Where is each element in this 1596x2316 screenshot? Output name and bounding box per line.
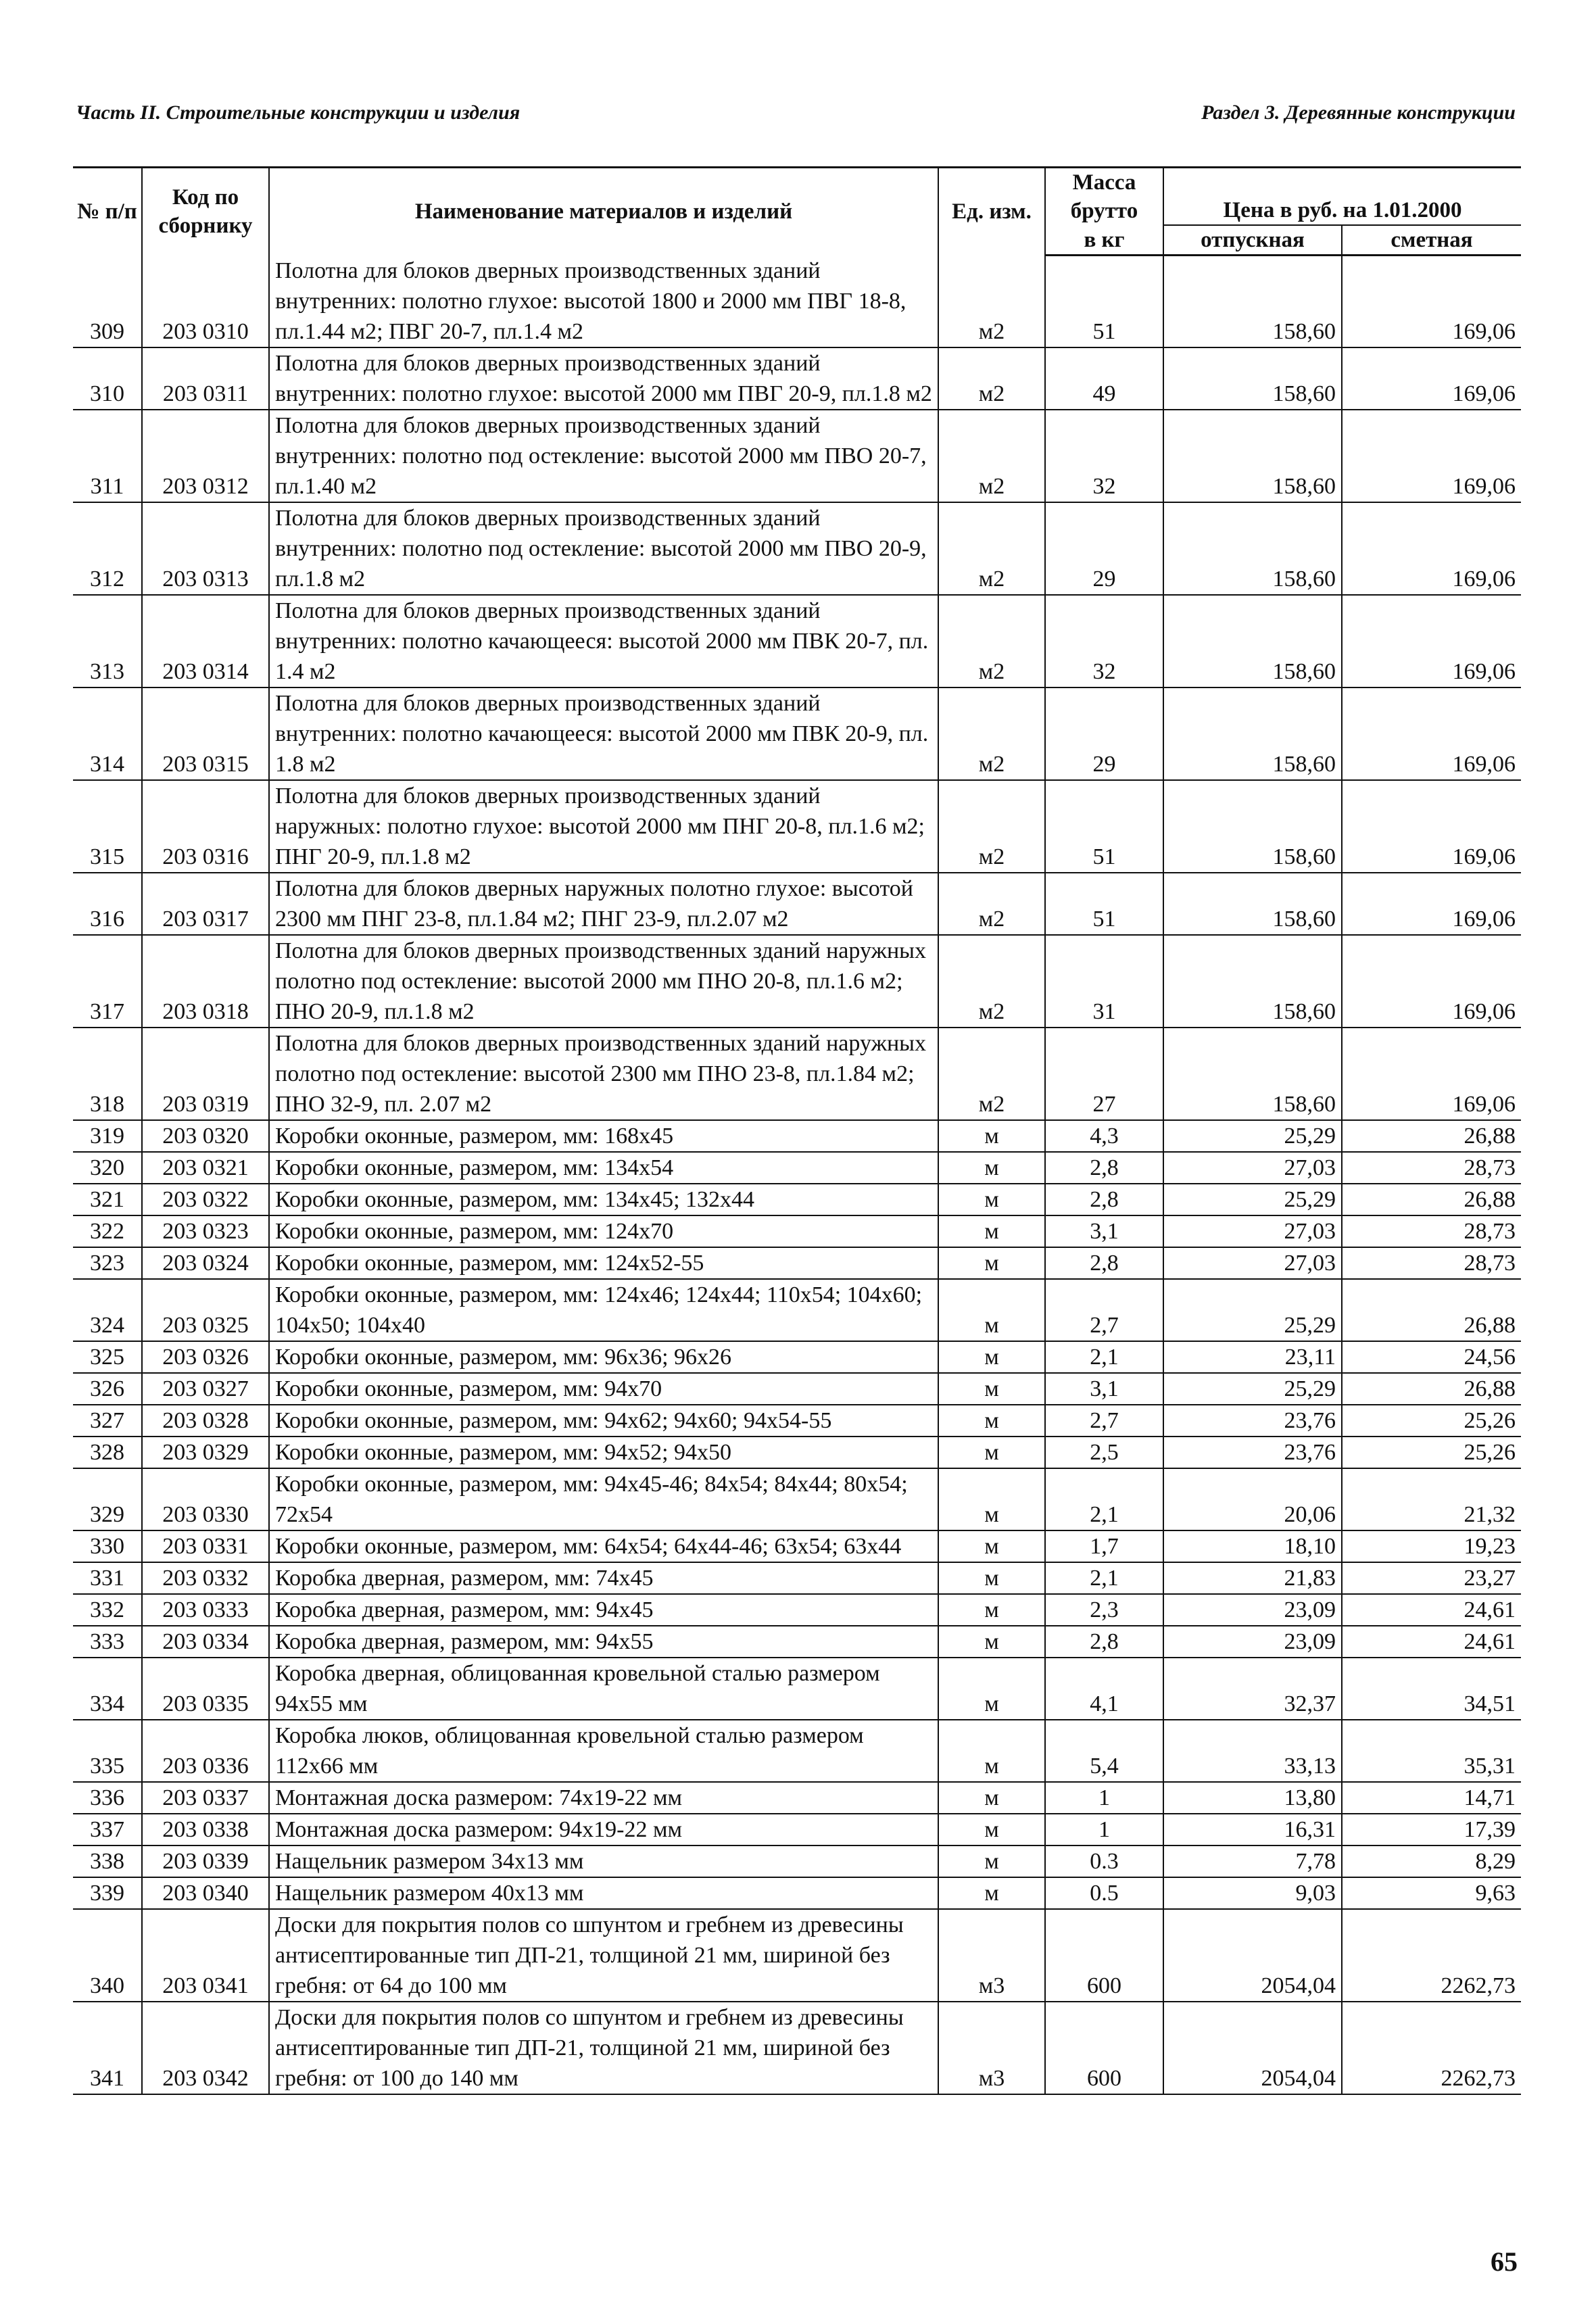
cell-price-estimate: 9,63 <box>1342 1877 1521 1909</box>
cell-price-estimate: 169,06 <box>1342 687 1521 780</box>
cell-name: Полотна для блоков дверных производственных зданий наружных полотно под остекление: высотой 2300 мм ПНО 23-8, пл.1.84 м2; ПНО 32-9, пл. 2.07 м2 <box>269 1028 938 1120</box>
cell-mass: 31 <box>1045 935 1163 1028</box>
cell-num: 311 <box>73 410 142 502</box>
cell-num: 320 <box>73 1152 142 1184</box>
cell-mass: 51 <box>1045 780 1163 873</box>
page-number: 65 <box>1491 2246 1518 2277</box>
cell-mass: 2,1 <box>1045 1341 1163 1373</box>
cell-num: 325 <box>73 1341 142 1373</box>
header-price-release: отпускная <box>1163 225 1342 256</box>
table-row <box>73 1279 1521 1341</box>
cell-name: Доски для покрытия полов со шпунтом и гребнем из древесины антисептированные тип ДП-21, толщиной 21 мм, шириной без гребня: от 100 до 140 мм <box>269 2002 938 2094</box>
cell-name: Полотна для блоков дверных наружных полотно глухое: высотой 2300 мм ПНГ 23-8, пл.1.84 м2; ПНГ 23-9, пл.2.07 м2 <box>269 873 938 935</box>
cell-price-release: 25,29 <box>1163 1279 1342 1341</box>
cell-unit: м2 <box>938 347 1045 410</box>
cell-code: 203 0321 <box>142 1152 269 1184</box>
cell-code: 203 0322 <box>142 1184 269 1215</box>
header-price-estimate: сметная <box>1342 225 1521 256</box>
cell-price-release: 158,60 <box>1163 502 1342 595</box>
table-row <box>73 1341 1521 1373</box>
cell-price-estimate: 169,06 <box>1342 935 1521 1028</box>
cell-unit: м <box>938 1373 1045 1405</box>
table-row <box>73 1152 1521 1184</box>
cell-code: 203 0335 <box>142 1658 269 1720</box>
header-mass-2: брутто <box>1045 197 1163 225</box>
cell-name: Коробки оконные, размером, мм: 124х70 <box>269 1215 938 1247</box>
cell-mass: 29 <box>1045 502 1163 595</box>
cell-mass: 1,7 <box>1045 1530 1163 1562</box>
cell-code: 203 0327 <box>142 1373 269 1405</box>
cell-num: 326 <box>73 1373 142 1405</box>
cell-name: Полотна для блоков дверных производственных зданий внутренних: полотно под остекление: высотой 2000 мм ПВО 20-7, пл.1.40 м2 <box>269 410 938 502</box>
cell-code: 203 0325 <box>142 1279 269 1341</box>
table-row <box>73 347 1521 410</box>
table-row <box>73 1215 1521 1247</box>
cell-price-release: 23,09 <box>1163 1594 1342 1626</box>
cell-price-release: 32,37 <box>1163 1658 1342 1720</box>
table-row <box>73 410 1521 502</box>
cell-num: 330 <box>73 1530 142 1562</box>
table-row <box>73 1120 1521 1152</box>
cell-mass: 51 <box>1045 256 1163 347</box>
cell-price-release: 23,09 <box>1163 1626 1342 1658</box>
cell-price-release: 158,60 <box>1163 595 1342 687</box>
table-row <box>73 1562 1521 1594</box>
table-row <box>73 502 1521 595</box>
cell-mass: 51 <box>1045 873 1163 935</box>
cell-price-estimate: 169,06 <box>1342 347 1521 410</box>
table-row <box>73 780 1521 873</box>
cell-name: Коробки оконные, размером, мм: 168х45 <box>269 1120 938 1152</box>
cell-num: 334 <box>73 1658 142 1720</box>
cell-num: 310 <box>73 347 142 410</box>
header-mass-3: в кг <box>1045 225 1163 256</box>
cell-mass: 2,7 <box>1045 1405 1163 1437</box>
cell-name: Полотна для блоков дверных производственных зданий внутренних: полотно качающееся: высотой 2000 мм ПВК 20-9, пл. 1.8 м2 <box>269 687 938 780</box>
cell-code: 203 0337 <box>142 1782 269 1814</box>
cell-num: 314 <box>73 687 142 780</box>
cell-price-estimate: 17,39 <box>1342 1814 1521 1845</box>
cell-num: 328 <box>73 1437 142 1468</box>
cell-name: Полотна для блоков дверных производственных зданий внутренних: полотно качающееся: высотой 2000 мм ПВК 20-7, пл. 1.4 м2 <box>269 595 938 687</box>
cell-unit: м <box>938 1877 1045 1909</box>
cell-num: 319 <box>73 1120 142 1152</box>
cell-code: 203 0329 <box>142 1437 269 1468</box>
cell-price-release: 158,60 <box>1163 1028 1342 1120</box>
header-code: Код по сборнику <box>142 168 269 256</box>
cell-name: Коробки оконные, размером, мм: 134х54 <box>269 1152 938 1184</box>
cell-unit: м <box>938 1626 1045 1658</box>
cell-price-release: 2054,04 <box>1163 2002 1342 2094</box>
cell-unit: м2 <box>938 410 1045 502</box>
cell-price-estimate: 26,88 <box>1342 1279 1521 1341</box>
cell-name: Коробки оконные, размером, мм: 94х52; 94х50 <box>269 1437 938 1468</box>
cell-code: 203 0328 <box>142 1405 269 1437</box>
cell-name: Полотна для блоков дверных производственных зданий внутренних: полотно глухое: высотой 1800 и 2000 мм ПВГ 18-8, пл.1.44 м2; ПВГ 20-7, пл.1.4 м2 <box>269 256 938 347</box>
cell-num: 338 <box>73 1845 142 1877</box>
cell-price-release: 21,83 <box>1163 1562 1342 1594</box>
cell-price-release: 25,29 <box>1163 1373 1342 1405</box>
cell-price-estimate: 8,29 <box>1342 1845 1521 1877</box>
cell-num: 324 <box>73 1279 142 1341</box>
cell-price-release: 9,03 <box>1163 1877 1342 1909</box>
cell-price-estimate: 169,06 <box>1342 502 1521 595</box>
cell-num: 329 <box>73 1468 142 1530</box>
cell-name: Коробки оконные, размером, мм: 124х46; 124х44; 110х54; 104х60; 104х50; 104х40 <box>269 1279 938 1341</box>
cell-num: 317 <box>73 935 142 1028</box>
table-row <box>73 1782 1521 1814</box>
table-row <box>73 1877 1521 1909</box>
cell-code: 203 0333 <box>142 1594 269 1626</box>
cell-num: 322 <box>73 1215 142 1247</box>
cell-code: 203 0324 <box>142 1247 269 1279</box>
cell-price-estimate: 14,71 <box>1342 1782 1521 1814</box>
cell-num: 309 <box>73 256 142 347</box>
cell-unit: м <box>938 1184 1045 1215</box>
cell-name: Коробки оконные, размером, мм: 96х36; 96х26 <box>269 1341 938 1373</box>
cell-name: Коробки оконные, размером, мм: 94х62; 94х60; 94х54-55 <box>269 1405 938 1437</box>
cell-unit: м <box>938 1279 1045 1341</box>
cell-code: 203 0339 <box>142 1845 269 1877</box>
cell-price-estimate: 26,88 <box>1342 1184 1521 1215</box>
cell-code: 203 0313 <box>142 502 269 595</box>
cell-code: 203 0334 <box>142 1626 269 1658</box>
table-row <box>73 873 1521 935</box>
cell-code: 203 0341 <box>142 1909 269 2002</box>
cell-mass: 600 <box>1045 2002 1163 2094</box>
cell-price-release: 25,29 <box>1163 1184 1342 1215</box>
cell-num: 327 <box>73 1405 142 1437</box>
cell-unit: м <box>938 1152 1045 1184</box>
cell-mass: 32 <box>1045 410 1163 502</box>
cell-mass: 1 <box>1045 1782 1163 1814</box>
cell-name: Полотна для блоков дверных производственных зданий наружных полотно под остекление: высотой 2000 мм ПНО 20-8, пл.1.6 м2; ПНО 20-9, пл.1.8 м2 <box>269 935 938 1028</box>
cell-code: 203 0338 <box>142 1814 269 1845</box>
cell-price-estimate: 34,51 <box>1342 1658 1521 1720</box>
cell-name: Коробка дверная, размером, мм: 94х55 <box>269 1626 938 1658</box>
cell-price-estimate: 169,06 <box>1342 780 1521 873</box>
cell-code: 203 0332 <box>142 1562 269 1594</box>
cell-num: 321 <box>73 1184 142 1215</box>
price-table <box>73 166 1521 2095</box>
cell-code: 203 0342 <box>142 2002 269 2094</box>
cell-num: 335 <box>73 1720 142 1782</box>
table-row <box>73 1594 1521 1626</box>
cell-mass: 1 <box>1045 1814 1163 1845</box>
cell-mass: 49 <box>1045 347 1163 410</box>
table-row <box>73 1468 1521 1530</box>
cell-name: Коробки оконные, размером, мм: 94х70 <box>269 1373 938 1405</box>
cell-unit: м2 <box>938 873 1045 935</box>
cell-price-estimate: 169,06 <box>1342 1028 1521 1120</box>
cell-mass: 2,3 <box>1045 1594 1163 1626</box>
cell-num: 318 <box>73 1028 142 1120</box>
running-header <box>76 101 1516 142</box>
cell-unit: м <box>938 1405 1045 1437</box>
table-row <box>73 1247 1521 1279</box>
cell-price-release: 158,60 <box>1163 935 1342 1028</box>
cell-price-estimate: 25,26 <box>1342 1405 1521 1437</box>
cell-name: Коробка люков, облицованная кровельной сталью размером 112х66 мм <box>269 1720 938 1782</box>
cell-price-estimate: 2262,73 <box>1342 1909 1521 2002</box>
table-row <box>73 1405 1521 1437</box>
table-row <box>73 1373 1521 1405</box>
cell-unit: м <box>938 1782 1045 1814</box>
cell-name: Коробка дверная, размером, мм: 74х45 <box>269 1562 938 1594</box>
cell-num: 332 <box>73 1594 142 1626</box>
table-row <box>73 1720 1521 1782</box>
cell-price-release: 158,60 <box>1163 347 1342 410</box>
cell-price-estimate: 28,73 <box>1342 1152 1521 1184</box>
cell-unit: м <box>938 1530 1045 1562</box>
cell-mass: 2,1 <box>1045 1468 1163 1530</box>
cell-price-release: 27,03 <box>1163 1152 1342 1184</box>
cell-unit: м <box>938 1247 1045 1279</box>
cell-price-estimate: 169,06 <box>1342 595 1521 687</box>
table-row <box>73 1658 1521 1720</box>
cell-price-release: 23,11 <box>1163 1341 1342 1373</box>
cell-price-release: 7,78 <box>1163 1845 1342 1877</box>
header-section-title: Раздел 3. Деревянные конструкции <box>1201 101 1516 124</box>
cell-unit: м <box>938 1562 1045 1594</box>
cell-mass: 3,1 <box>1045 1215 1163 1247</box>
cell-price-estimate: 24,56 <box>1342 1341 1521 1373</box>
cell-unit: м2 <box>938 935 1045 1028</box>
cell-mass: 2,1 <box>1045 1562 1163 1594</box>
cell-price-estimate: 26,88 <box>1342 1120 1521 1152</box>
cell-unit: м <box>938 1658 1045 1720</box>
cell-price-estimate: 169,06 <box>1342 410 1521 502</box>
cell-code: 203 0311 <box>142 347 269 410</box>
cell-name: Коробки оконные, размером, мм: 124х52-55 <box>269 1247 938 1279</box>
cell-num: 336 <box>73 1782 142 1814</box>
cell-price-release: 158,60 <box>1163 256 1342 347</box>
cell-unit: м <box>938 1437 1045 1468</box>
cell-price-release: 13,80 <box>1163 1782 1342 1814</box>
cell-unit: м3 <box>938 2002 1045 2094</box>
cell-num: 331 <box>73 1562 142 1594</box>
cell-code: 203 0316 <box>142 780 269 873</box>
cell-name: Полотна для блоков дверных производственных зданий внутренних: полотно под остекление: высотой 2000 мм ПВО 20-9, пл.1.8 м2 <box>269 502 938 595</box>
cell-unit: м3 <box>938 1909 1045 2002</box>
cell-unit: м <box>938 1120 1045 1152</box>
table-row <box>73 1909 1521 2002</box>
cell-price-estimate: 169,06 <box>1342 256 1521 347</box>
cell-unit: м2 <box>938 687 1045 780</box>
cell-price-estimate: 26,88 <box>1342 1373 1521 1405</box>
table-row <box>73 687 1521 780</box>
cell-code: 203 0318 <box>142 935 269 1028</box>
table-row <box>73 935 1521 1028</box>
cell-price-estimate: 28,73 <box>1342 1215 1521 1247</box>
cell-price-estimate: 19,23 <box>1342 1530 1521 1562</box>
table-row <box>73 1028 1521 1120</box>
cell-mass: 600 <box>1045 1909 1163 2002</box>
cell-code: 203 0323 <box>142 1215 269 1247</box>
cell-price-release: 16,31 <box>1163 1814 1342 1845</box>
cell-mass: 2,8 <box>1045 1152 1163 1184</box>
cell-price-release: 158,60 <box>1163 780 1342 873</box>
cell-mass: 2,8 <box>1045 1626 1163 1658</box>
cell-price-estimate: 28,73 <box>1342 1247 1521 1279</box>
cell-price-estimate: 23,27 <box>1342 1562 1521 1594</box>
cell-mass: 29 <box>1045 687 1163 780</box>
cell-name: Полотна для блоков дверных производственных зданий внутренних: полотно глухое: высотой 2000 мм ПВГ 20-9, пл.1.8 м2 <box>269 347 938 410</box>
table-row <box>73 1845 1521 1877</box>
cell-name: Полотна для блоков дверных производственных зданий наружных: полотно глухое: высотой 2000 мм ПНГ 20-8, пл.1.6 м2; ПНГ 20-9, пл.1.8 м2 <box>269 780 938 873</box>
cell-price-release: 25,29 <box>1163 1120 1342 1152</box>
cell-unit: м <box>938 1215 1045 1247</box>
cell-name: Коробки оконные, размером, мм: 64х54; 64х44-46; 63х54; 63х44 <box>269 1530 938 1562</box>
cell-mass: 0.3 <box>1045 1845 1163 1877</box>
cell-num: 337 <box>73 1814 142 1845</box>
cell-num: 313 <box>73 595 142 687</box>
table-row <box>73 2002 1521 2094</box>
cell-code: 203 0314 <box>142 595 269 687</box>
cell-unit: м2 <box>938 780 1045 873</box>
cell-num: 339 <box>73 1877 142 1909</box>
table-row <box>73 1626 1521 1658</box>
cell-unit: м2 <box>938 1028 1045 1120</box>
header-part-title: Часть II. Строительные конструкции и изделия <box>76 101 521 124</box>
table-row <box>73 1437 1521 1468</box>
cell-price-estimate: 25,26 <box>1342 1437 1521 1468</box>
cell-code: 203 0310 <box>142 256 269 347</box>
cell-code: 203 0317 <box>142 873 269 935</box>
cell-code: 203 0336 <box>142 1720 269 1782</box>
cell-unit: м <box>938 1468 1045 1530</box>
cell-num: 333 <box>73 1626 142 1658</box>
table-row <box>73 1814 1521 1845</box>
cell-mass: 5,4 <box>1045 1720 1163 1782</box>
cell-code: 203 0331 <box>142 1530 269 1562</box>
cell-mass: 0.5 <box>1045 1877 1163 1909</box>
cell-price-release: 2054,04 <box>1163 1909 1342 2002</box>
cell-price-release: 27,03 <box>1163 1215 1342 1247</box>
cell-price-release: 23,76 <box>1163 1437 1342 1468</box>
cell-code: 203 0315 <box>142 687 269 780</box>
header-mass-1: Масса <box>1045 168 1163 197</box>
cell-mass: 3,1 <box>1045 1373 1163 1405</box>
cell-price-release: 23,76 <box>1163 1405 1342 1437</box>
cell-price-estimate: 24,61 <box>1342 1594 1521 1626</box>
header-price: Цена в руб. на 1.01.2000 <box>1163 168 1521 226</box>
table-row <box>73 1184 1521 1215</box>
cell-code: 203 0320 <box>142 1120 269 1152</box>
table-row <box>73 256 1521 347</box>
cell-price-estimate: 24,61 <box>1342 1626 1521 1658</box>
cell-code: 203 0340 <box>142 1877 269 1909</box>
cell-code: 203 0312 <box>142 410 269 502</box>
cell-unit: м2 <box>938 502 1045 595</box>
cell-name: Монтажная доска размером: 94х19-22 мм <box>269 1814 938 1845</box>
cell-unit: м <box>938 1341 1045 1373</box>
cell-num: 312 <box>73 502 142 595</box>
cell-mass: 2,7 <box>1045 1279 1163 1341</box>
cell-name: Монтажная доска размером: 74х19-22 мм <box>269 1782 938 1814</box>
cell-name: Доски для покрытия полов со шпунтом и гребнем из древесины антисептированные тип ДП-21, толщиной 21 мм, шириной без гребня: от 64 до 100 мм <box>269 1909 938 2002</box>
cell-mass: 4,3 <box>1045 1120 1163 1152</box>
cell-num: 340 <box>73 1909 142 2002</box>
cell-unit: м <box>938 1720 1045 1782</box>
cell-price-estimate: 169,06 <box>1342 873 1521 935</box>
cell-price-estimate: 35,31 <box>1342 1720 1521 1782</box>
cell-mass: 27 <box>1045 1028 1163 1120</box>
cell-mass: 32 <box>1045 595 1163 687</box>
cell-price-estimate: 21,32 <box>1342 1468 1521 1530</box>
cell-price-release: 158,60 <box>1163 410 1342 502</box>
cell-price-release: 20,06 <box>1163 1468 1342 1530</box>
cell-name: Коробка дверная, размером, мм: 94х45 <box>269 1594 938 1626</box>
cell-name: Коробка дверная, облицованная кровельной сталью размером 94х55 мм <box>269 1658 938 1720</box>
cell-unit: м <box>938 1814 1045 1845</box>
table-row <box>73 595 1521 687</box>
cell-price-release: 158,60 <box>1163 873 1342 935</box>
cell-unit: м <box>938 1594 1045 1626</box>
cell-price-estimate: 2262,73 <box>1342 2002 1521 2094</box>
cell-name: Нащельник размером 34х13 мм <box>269 1845 938 1877</box>
cell-mass: 2,5 <box>1045 1437 1163 1468</box>
cell-num: 315 <box>73 780 142 873</box>
cell-code: 203 0330 <box>142 1468 269 1530</box>
cell-unit: м <box>938 1845 1045 1877</box>
cell-unit: м2 <box>938 256 1045 347</box>
header-num: № п/п <box>73 168 142 256</box>
cell-price-release: 18,10 <box>1163 1530 1342 1562</box>
cell-code: 203 0326 <box>142 1341 269 1373</box>
cell-name: Коробки оконные, размером, мм: 134х45; 132х44 <box>269 1184 938 1215</box>
cell-price-release: 158,60 <box>1163 687 1342 780</box>
cell-num: 316 <box>73 873 142 935</box>
cell-num: 341 <box>73 2002 142 2094</box>
cell-price-release: 33,13 <box>1163 1720 1342 1782</box>
cell-name: Нащельник размером 40х13 мм <box>269 1877 938 1909</box>
cell-code: 203 0319 <box>142 1028 269 1120</box>
cell-mass: 2,8 <box>1045 1247 1163 1279</box>
cell-unit: м2 <box>938 595 1045 687</box>
header-unit: Ед. изм. <box>938 168 1045 256</box>
cell-mass: 2,8 <box>1045 1184 1163 1215</box>
cell-price-release: 27,03 <box>1163 1247 1342 1279</box>
table-row <box>73 1530 1521 1562</box>
cell-mass: 4,1 <box>1045 1658 1163 1720</box>
cell-name: Коробки оконные, размером, мм: 94х45-46; 84х54; 84х44; 80х54; 72х54 <box>269 1468 938 1530</box>
cell-num: 323 <box>73 1247 142 1279</box>
header-name: Наименование материалов и изделий <box>269 168 938 256</box>
